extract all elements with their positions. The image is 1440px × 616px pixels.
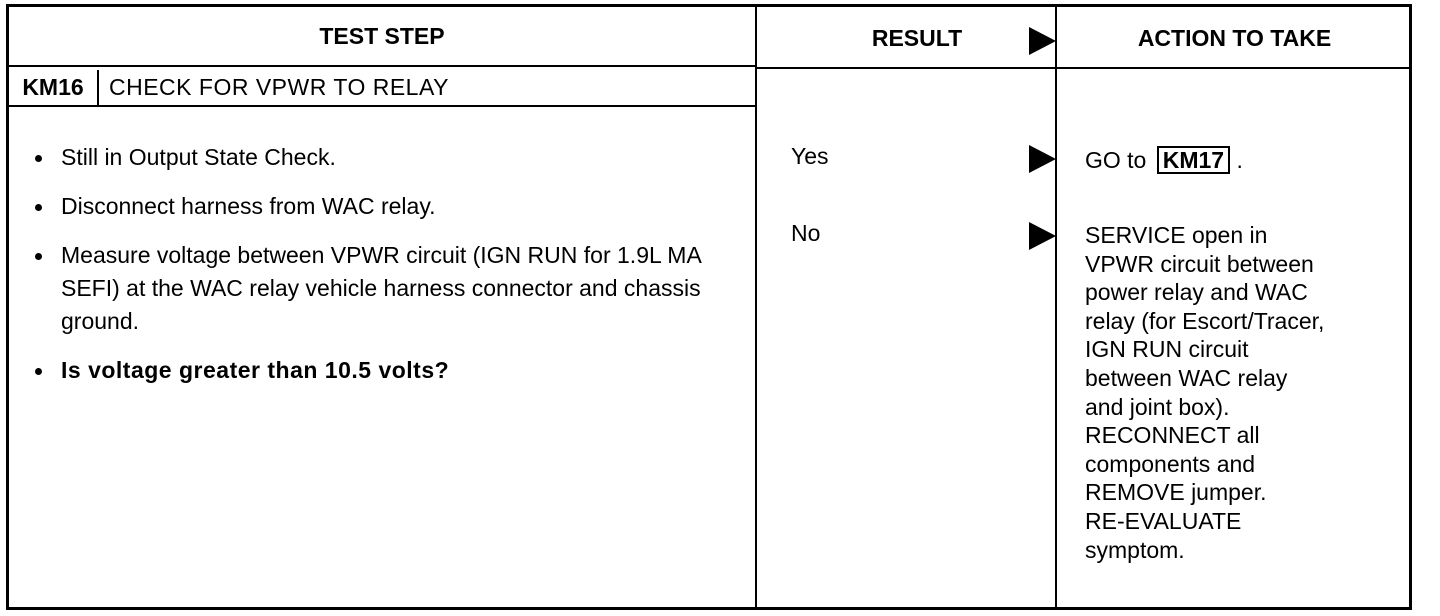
column-divider	[1055, 7, 1057, 607]
arrow-right-icon	[1029, 222, 1056, 250]
action-line: power relay and WAC	[1085, 279, 1308, 306]
instruction-item: Measure voltage between VPWR circuit (IGN RUN for 1.9L MA SEFI) at the WAC relay vehicle harness connector and chassis ground.	[31, 239, 731, 338]
action-line: between WAC relay	[1085, 364, 1288, 391]
instruction-question: Is voltage greater than 10.5 volts?	[31, 354, 731, 387]
action-line: RECONNECT all	[1085, 422, 1260, 449]
action-line: SERVICE open in	[1085, 222, 1268, 248]
action-line: components and	[1085, 450, 1256, 477]
test-step-instructions	[31, 141, 731, 403]
action-line: relay (for Escort/Tracer,	[1085, 307, 1325, 334]
instruction-item: Still in Output State Check.	[31, 141, 731, 174]
step-title-underline	[9, 105, 755, 107]
action-line: REMOVE jumper.	[1085, 479, 1267, 506]
action-line: symptom.	[1085, 536, 1185, 563]
action-line: and joint box).	[1085, 393, 1230, 420]
header-action-to-take: ACTION TO TAKE	[1137, 24, 1332, 51]
column-divider	[755, 7, 757, 607]
arrow-right-icon	[1029, 145, 1056, 173]
action-yes-suffix: .	[1236, 147, 1243, 173]
step-id: KM16	[9, 70, 99, 105]
result-no: No	[791, 220, 821, 246]
test-step-table	[6, 4, 1412, 610]
action-line: VPWR circuit between	[1085, 250, 1314, 277]
action-no	[1085, 221, 1395, 564]
header-test-step: TEST STEP	[319, 22, 445, 49]
header-underline	[9, 65, 755, 67]
step-title: CHECK FOR VPWR TO RELAY	[109, 74, 449, 100]
step-reference: KM17	[1157, 146, 1230, 174]
action-line: IGN RUN circuit	[1085, 336, 1249, 363]
action-yes-text: GO to	[1085, 147, 1147, 173]
header-result: RESULT	[871, 24, 963, 51]
result-yes: Yes	[791, 143, 829, 169]
action-yes	[1085, 146, 1395, 175]
instruction-item: Disconnect harness from WAC relay.	[31, 190, 731, 223]
action-line: RE-EVALUATE	[1085, 507, 1242, 534]
arrow-right-icon	[1029, 27, 1056, 55]
